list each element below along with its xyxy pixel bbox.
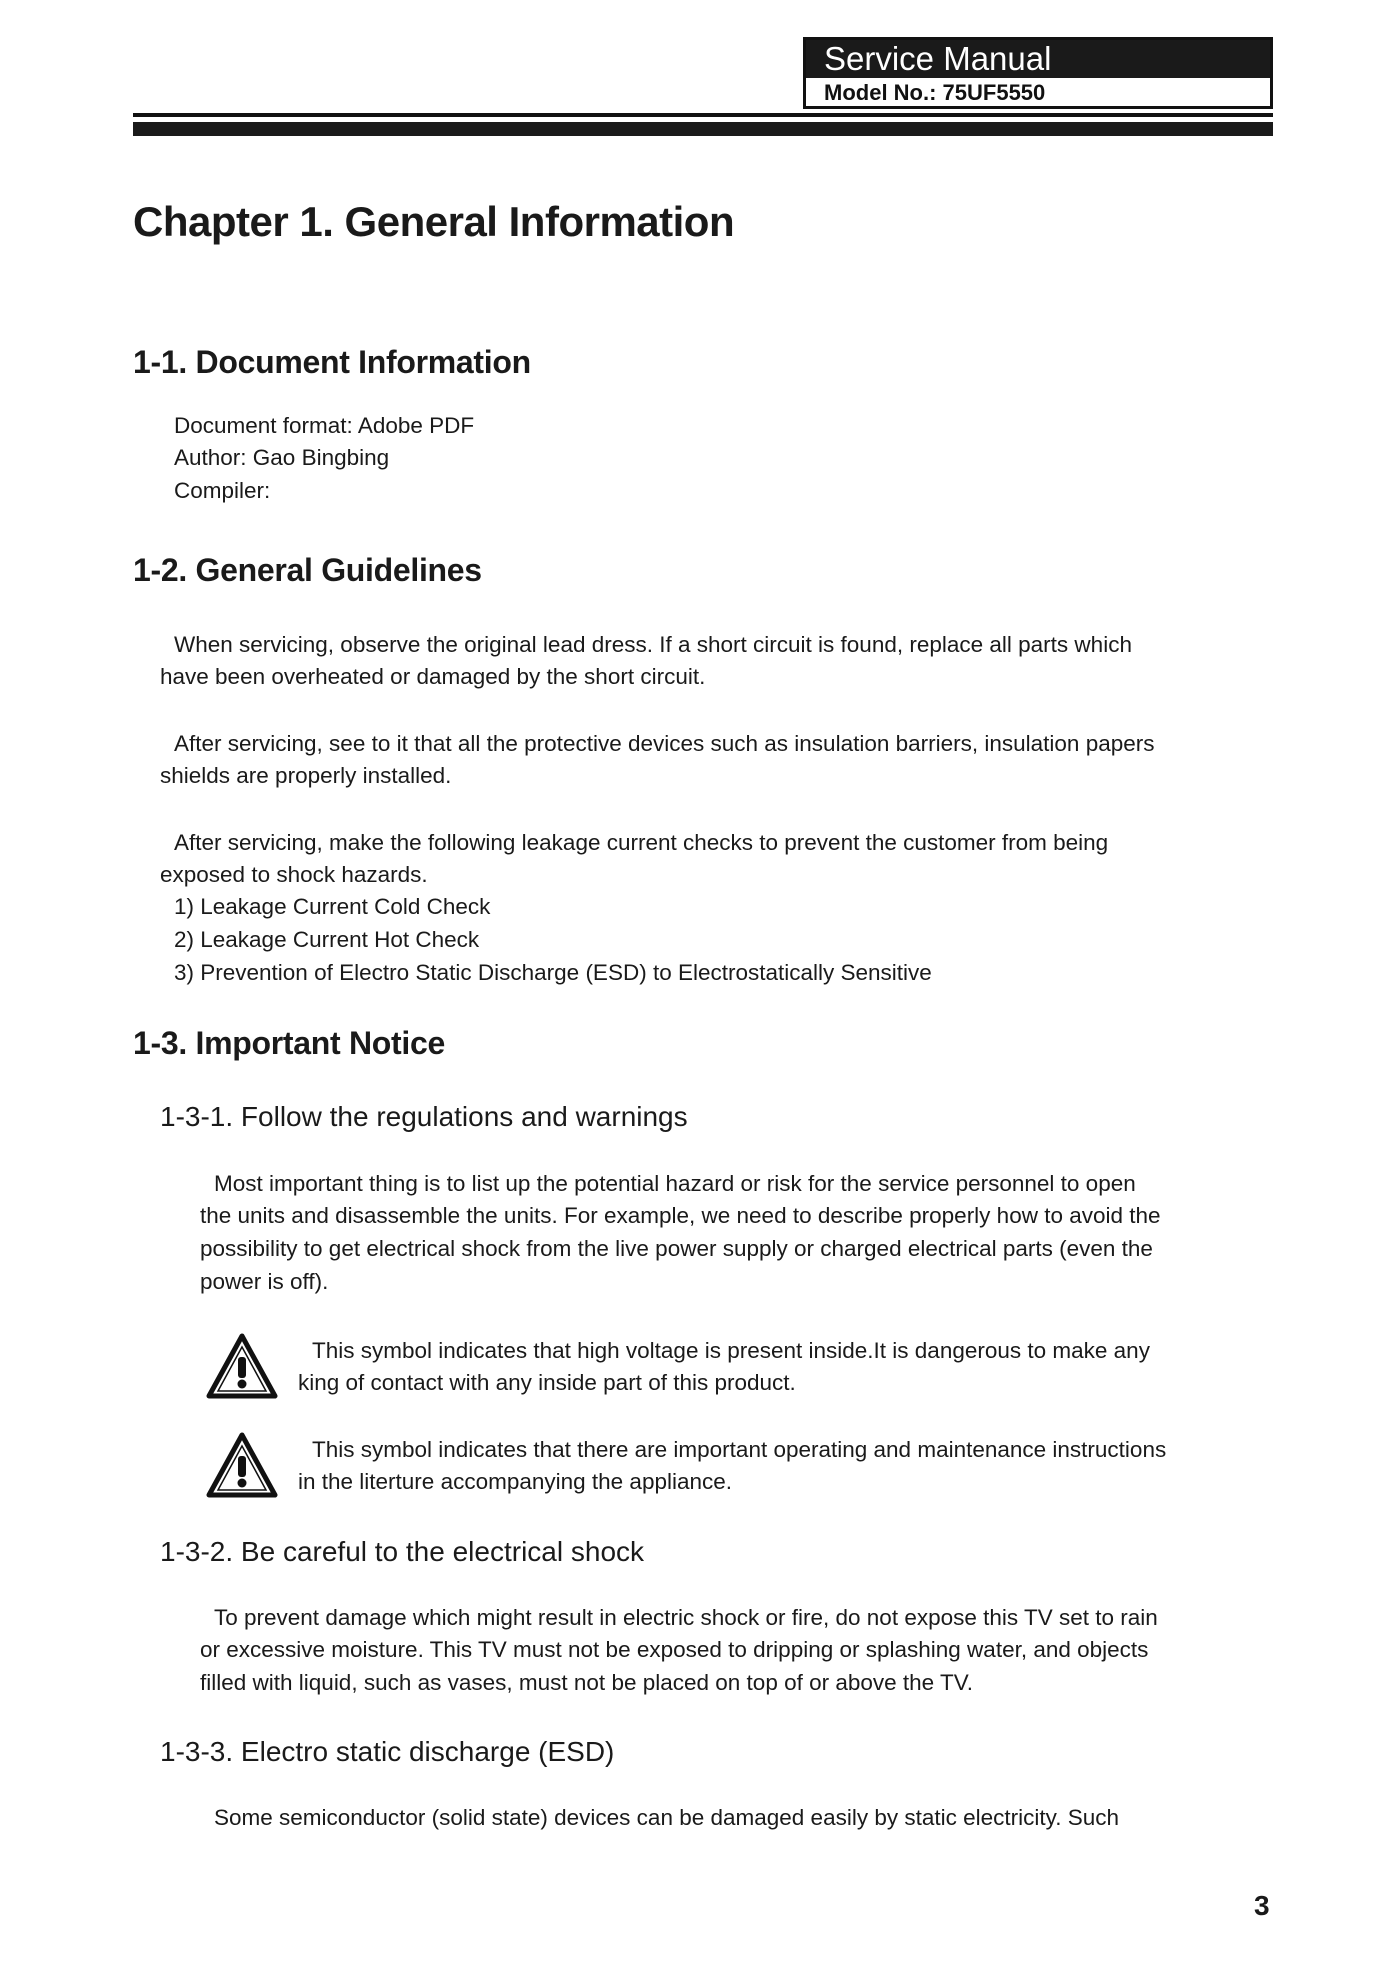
warning-triangle-icon	[206, 1333, 278, 1399]
model-number: Model No.: 75UF5550	[824, 80, 1046, 105]
subsection-title-electrical-shock: 1-3-2. Be careful to the electrical shock	[160, 1536, 645, 1567]
regulations-para-line: Most important thing is to list up the potential hazard or risk for the service personnel to open	[214, 1171, 1136, 1196]
leakage-check-item: 2) Leakage Current Hot Check	[174, 927, 480, 952]
warning-triangle-icon	[206, 1432, 278, 1498]
chapter-title: Chapter 1. General Information	[133, 198, 735, 245]
section-heading-document-info: 1-1. Document Information	[133, 344, 531, 380]
doc-info-line: Document format: Adobe PDF	[174, 413, 475, 438]
leakage-check-item: 3) Prevention of Electro Static Discharge (ESD) to Electrostatically Sensitive	[174, 960, 932, 985]
guidelines-para3-line: After servicing, make the following leakage current checks to prevent the customer from being	[174, 830, 1109, 855]
subsection-title-esd: 1-3-3. Electro static discharge (ESD)	[160, 1736, 615, 1767]
guidelines-para2-line: After servicing, see to it that all the protective devices such as insulation barriers, insulation papers	[174, 731, 1155, 756]
guidelines-para3-line: exposed to shock hazards.	[160, 862, 428, 887]
guidelines-para1-line: When servicing, observe the original lead dress. If a short circuit is found, replace all parts which	[174, 632, 1132, 657]
subsection-title-regulations: 1-3-1. Follow the regulations and warnings	[160, 1101, 688, 1132]
warning-high-voltage-line: king of contact with any inside part of this product.	[298, 1370, 796, 1395]
leakage-check-item: 1) Leakage Current Cold Check	[174, 894, 491, 919]
electrical-shock-para-line: or excessive moisture. This TV must not be exposed to dripping or splashing water, and objects	[200, 1637, 1149, 1662]
guidelines-para2-line: shields are properly installed.	[160, 763, 452, 788]
header-title: Service Manual	[806, 40, 1270, 78]
regulations-para-line: power is off).	[200, 1269, 329, 1294]
doc-info-line: Compiler:	[174, 478, 271, 503]
header-rule-thin	[133, 113, 1273, 117]
warning-high-voltage-line: This symbol indicates that high voltage is present inside.It is dangerous to make any	[312, 1338, 1150, 1363]
electrical-shock-para-line: To prevent damage which might result in electric shock or fire, do not expose this TV set to rain	[214, 1605, 1158, 1630]
regulations-para-line: possibility to get electrical shock from the live power supply or charged electrical parts (even the	[200, 1236, 1153, 1261]
doc-info-line: Author: Gao Bingbing	[174, 445, 390, 470]
warning-instructions-line: in the literture accompanying the appliance.	[298, 1469, 733, 1494]
electrical-shock-para-line: filled with liquid, such as vases, must not be placed on top of or above the TV.	[200, 1670, 973, 1695]
guidelines-para1-line: have been overheated or damaged by the short circuit.	[160, 664, 706, 689]
section-heading-important-notice: 1-3. Important Notice	[133, 1025, 445, 1061]
header-box	[803, 37, 1273, 109]
regulations-para-line: the units and disassemble the units. For example, we need to describe properly how to avoid the	[200, 1203, 1161, 1228]
warning-instructions-line: This symbol indicates that there are important operating and maintenance instructions	[312, 1437, 1167, 1462]
section-heading-general-guidelines: 1-2. General Guidelines	[133, 552, 482, 588]
header-rule-thick	[133, 122, 1273, 136]
page-number: 3	[1254, 1890, 1270, 1921]
esd-para-line: Some semiconductor (solid state) devices can be damaged easily by static electricity. Such	[214, 1805, 1119, 1830]
